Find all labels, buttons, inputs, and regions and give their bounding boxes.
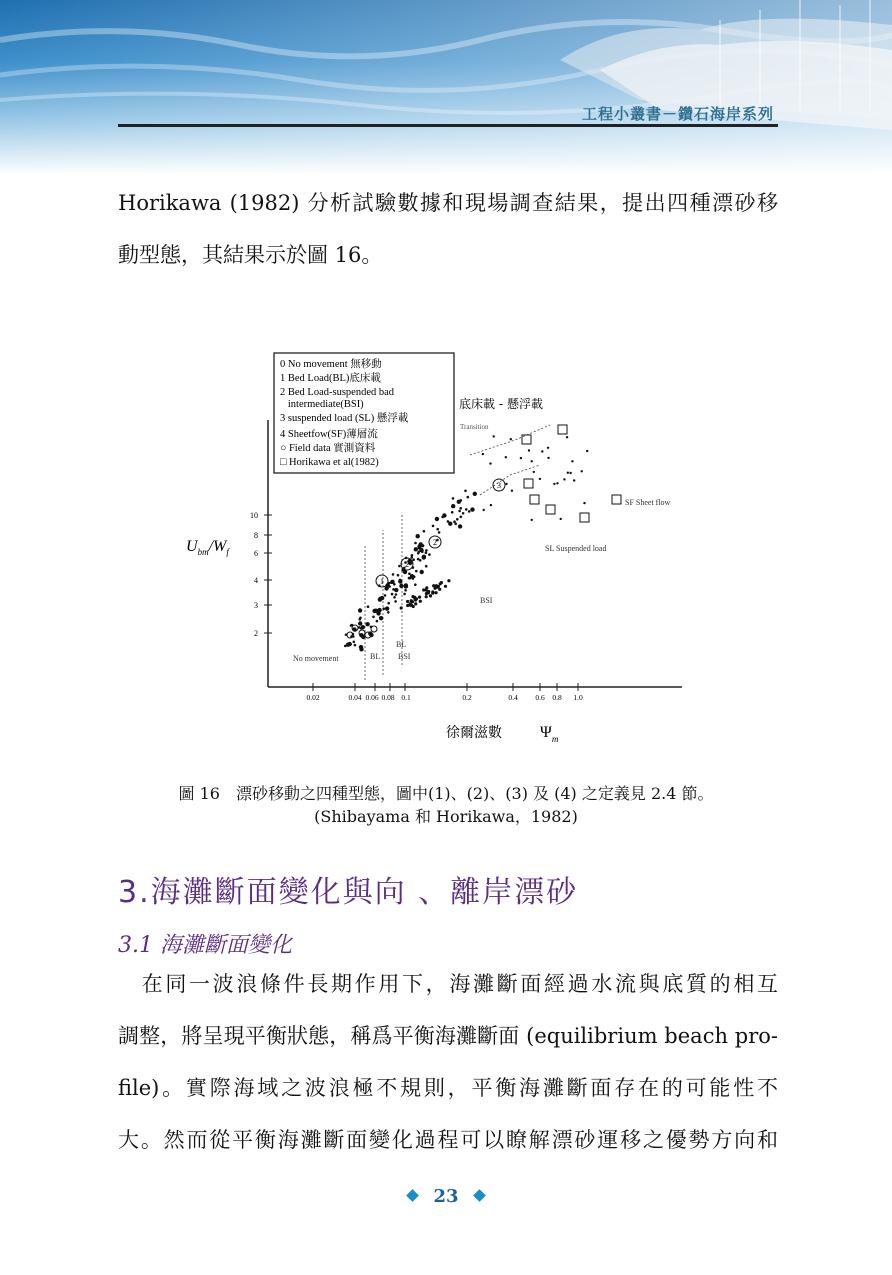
header-banner bbox=[0, 0, 892, 175]
data-point bbox=[569, 472, 571, 474]
section-title: 3.海灘斷面變化與向 、離岸漂砂 bbox=[118, 875, 579, 910]
data-point bbox=[410, 574, 414, 578]
y-tick-label: 8 bbox=[254, 531, 258, 540]
data-point bbox=[358, 608, 362, 612]
data-point bbox=[482, 453, 484, 455]
data-point bbox=[462, 512, 465, 515]
x-tick-label: 0.6 bbox=[535, 693, 545, 702]
x-tick-label: 0.04 bbox=[348, 693, 362, 702]
svg-text:3: 3 bbox=[497, 481, 501, 490]
data-point bbox=[380, 596, 384, 600]
data-point bbox=[473, 492, 477, 496]
data-point bbox=[417, 552, 420, 555]
data-point bbox=[553, 483, 555, 485]
data-point bbox=[397, 574, 400, 577]
data-point bbox=[361, 625, 365, 629]
data-point bbox=[528, 449, 530, 451]
data-point bbox=[420, 570, 424, 574]
x-tick-label: 0.06 bbox=[365, 693, 379, 702]
data-point bbox=[547, 447, 549, 449]
data-point bbox=[414, 542, 417, 545]
data-point bbox=[416, 534, 420, 538]
data-point bbox=[489, 462, 491, 464]
figure-16-plot bbox=[150, 345, 750, 755]
data-point bbox=[456, 518, 459, 521]
legend-item: ○ Field data 實測資料 bbox=[280, 443, 376, 454]
data-point bbox=[458, 524, 462, 528]
data-point bbox=[393, 596, 396, 599]
data-point bbox=[505, 456, 507, 458]
y-tick-label: 4 bbox=[254, 576, 258, 585]
data-point bbox=[436, 528, 439, 531]
legend-item: intermediate(BSI) bbox=[280, 399, 364, 410]
data-point bbox=[457, 500, 461, 504]
data-point bbox=[442, 513, 446, 517]
data-point bbox=[419, 600, 422, 603]
data-point bbox=[413, 597, 416, 600]
data-point bbox=[417, 558, 420, 561]
body-line: 大。然而從平衡海灘斷面變化過程可以瞭解漂砂運移之優勢方向和 bbox=[118, 1128, 778, 1152]
data-point bbox=[490, 504, 492, 506]
data-point bbox=[531, 519, 533, 521]
data-point bbox=[409, 604, 412, 607]
data-point bbox=[467, 496, 470, 499]
data-point bbox=[431, 592, 434, 595]
data-point bbox=[421, 551, 424, 554]
field-data-point bbox=[371, 626, 377, 632]
data-point bbox=[414, 583, 417, 586]
data-point bbox=[429, 594, 432, 597]
x-tick-label: 0.2 bbox=[462, 693, 472, 702]
data-point bbox=[435, 584, 438, 587]
y-tick-label: 3 bbox=[254, 601, 258, 610]
data-point bbox=[563, 478, 565, 480]
x-axis-label-cn: 徐爾滋數 bbox=[446, 725, 502, 741]
data-point bbox=[388, 585, 391, 588]
data-point bbox=[398, 579, 402, 583]
y-tick-label: 10 bbox=[250, 511, 258, 520]
data-point bbox=[438, 588, 441, 591]
data-point bbox=[374, 610, 377, 613]
data-point bbox=[483, 509, 485, 511]
data-point bbox=[573, 479, 575, 481]
annotation-sl: SL Suspended load bbox=[545, 544, 607, 553]
data-point bbox=[460, 516, 463, 519]
svg-text:2: 2 bbox=[433, 538, 437, 547]
data-point bbox=[394, 588, 398, 592]
data-point bbox=[425, 595, 428, 598]
data-point bbox=[422, 545, 425, 548]
data-point bbox=[387, 611, 390, 614]
data-point bbox=[428, 553, 431, 556]
body-paragraph bbox=[118, 958, 778, 1166]
data-point bbox=[404, 589, 407, 592]
data-point bbox=[511, 490, 513, 492]
data-point bbox=[358, 621, 362, 625]
data-point bbox=[393, 583, 396, 586]
data-point bbox=[382, 607, 385, 610]
header-rule bbox=[118, 124, 778, 127]
annotation-bl-2: BL bbox=[396, 640, 407, 649]
legend-item: 2 Bed Load-suspended bad bbox=[280, 387, 395, 398]
annotation-bsi: BSI bbox=[480, 596, 493, 605]
data-point bbox=[410, 556, 413, 559]
legend-item: 3 suspended load (SL) 懸浮載 bbox=[280, 413, 409, 424]
data-point bbox=[581, 470, 583, 472]
annotation-bsi-2: BSI bbox=[398, 652, 411, 661]
annotation-no-movement: No movement bbox=[293, 654, 339, 663]
data-point bbox=[392, 573, 395, 576]
data-point bbox=[395, 593, 398, 596]
svg-text:2: 2 bbox=[405, 560, 409, 569]
body-line: 調整，將呈現平衡狀態，稱爲平衡海灘斷面 (equilibrium beach pro- bbox=[118, 1024, 778, 1048]
data-point bbox=[510, 438, 512, 440]
figure-16 bbox=[150, 345, 750, 755]
data-point bbox=[547, 457, 549, 459]
y-tick-label: 6 bbox=[254, 549, 258, 558]
data-point bbox=[412, 605, 415, 608]
data-point bbox=[566, 436, 568, 438]
series-title: 工程小叢書－鑽石海岸系列 bbox=[581, 105, 774, 123]
data-point bbox=[435, 591, 438, 594]
data-point bbox=[406, 600, 409, 603]
legend-item: 1 Bed Load(BL)底床載 bbox=[280, 373, 381, 384]
x-tick-label: 0.1 bbox=[401, 693, 411, 702]
data-point bbox=[531, 460, 533, 462]
data-point bbox=[425, 549, 428, 552]
data-point bbox=[520, 457, 522, 459]
x-tick-label: 0.4 bbox=[508, 693, 518, 702]
figure-caption: 圖 16 漂砂移動之四種型態，圖中(1)、(2)、(3) 及 (4) 之定義見 2.4 節。 bbox=[178, 784, 714, 803]
subsection-title: 3.1 海灘斷面變化 bbox=[118, 933, 292, 958]
intro-line: Horikawa (1982) 分析試驗數據和現場調查結果，提出四種漂砂移 bbox=[118, 191, 778, 215]
legend-item: 0 No movement 無移動 bbox=[280, 359, 382, 370]
data-point bbox=[400, 606, 403, 609]
data-point bbox=[415, 570, 418, 573]
intro-line: 動型態，其結果示於圖 16。 bbox=[118, 243, 383, 267]
annotation-bl: BL bbox=[370, 652, 381, 661]
data-point bbox=[346, 643, 350, 647]
data-point bbox=[465, 508, 468, 511]
data-point bbox=[387, 602, 390, 605]
data-point bbox=[425, 551, 428, 554]
figure-caption-source: (Shibayama 和 Horikawa，1982) bbox=[314, 807, 578, 826]
data-point bbox=[404, 584, 408, 588]
data-point bbox=[379, 616, 383, 620]
data-point bbox=[432, 525, 435, 528]
data-point bbox=[408, 572, 411, 575]
data-point bbox=[470, 507, 474, 511]
legend-item: □ Horikawa et al(1982) bbox=[280, 457, 379, 468]
diamond-icon bbox=[407, 1189, 420, 1202]
x-tick-label: 0.8 bbox=[552, 693, 562, 702]
data-point bbox=[556, 482, 558, 484]
annotation-transition: 底床載 - 懸浮載 bbox=[459, 397, 543, 411]
y-tick-label: 2 bbox=[254, 629, 258, 638]
data-point bbox=[583, 502, 585, 504]
diamond-icon bbox=[473, 1189, 486, 1202]
data-point bbox=[567, 472, 569, 474]
x-tick-label: 1.0 bbox=[573, 693, 583, 702]
intro-paragraph bbox=[118, 177, 778, 281]
x-tick-label: 0.02 bbox=[306, 693, 320, 702]
legend-item: 4 Sheetfow(SF)薄層流 bbox=[280, 429, 378, 440]
annotation-transition-en: Transition bbox=[460, 423, 489, 431]
data-point bbox=[452, 497, 455, 500]
data-point bbox=[390, 581, 393, 584]
data-point bbox=[464, 490, 467, 493]
data-point bbox=[414, 602, 417, 605]
data-point bbox=[384, 594, 387, 597]
data-point bbox=[354, 644, 357, 647]
data-point bbox=[560, 518, 562, 520]
annotation-sf: SF Sheet flow bbox=[625, 498, 671, 507]
y-axis-label: $U_{bm}/W_f$ bbox=[186, 538, 229, 557]
data-point bbox=[403, 593, 406, 596]
data-point bbox=[423, 530, 426, 533]
data-point bbox=[367, 605, 370, 608]
body-line: file)。實際海域之波浪極不規則，平衡海灘斷面存在的可能性不 bbox=[118, 1076, 778, 1100]
data-point bbox=[412, 558, 415, 561]
data-point bbox=[447, 579, 450, 582]
data-point bbox=[359, 617, 362, 620]
data-point bbox=[398, 565, 401, 568]
data-point bbox=[435, 517, 439, 521]
data-point bbox=[411, 600, 414, 603]
data-point bbox=[422, 588, 425, 591]
svg-text:1: 1 bbox=[380, 577, 384, 586]
data-point bbox=[353, 641, 356, 644]
data-point bbox=[586, 450, 588, 452]
data-point bbox=[541, 450, 543, 452]
data-point bbox=[505, 483, 507, 485]
data-point bbox=[376, 620, 379, 623]
data-point bbox=[533, 471, 535, 473]
data-point bbox=[425, 565, 428, 568]
data-point bbox=[458, 510, 461, 513]
data-point bbox=[493, 435, 495, 437]
data-point bbox=[418, 596, 421, 599]
data-point bbox=[422, 555, 426, 559]
data-point bbox=[372, 616, 375, 619]
data-point bbox=[459, 507, 462, 510]
data-point bbox=[451, 504, 455, 508]
data-point bbox=[408, 577, 411, 580]
data-point bbox=[414, 547, 418, 551]
data-point bbox=[571, 460, 573, 462]
x-tick-label: 0.08 bbox=[381, 693, 395, 702]
x-axis-label-symbol: $\Psi_m$ bbox=[540, 724, 559, 744]
data-point bbox=[385, 606, 389, 610]
data-point bbox=[394, 600, 397, 603]
data-point bbox=[391, 593, 394, 596]
page-number: 23 bbox=[433, 1186, 459, 1207]
data-point bbox=[454, 523, 457, 526]
data-point bbox=[439, 582, 442, 585]
data-point bbox=[451, 511, 454, 514]
data-point bbox=[468, 510, 471, 513]
data-point bbox=[444, 585, 447, 588]
data-point bbox=[438, 531, 441, 534]
data-point bbox=[447, 520, 450, 523]
data-point bbox=[427, 590, 430, 593]
data-point bbox=[399, 584, 403, 588]
data-point bbox=[365, 622, 369, 626]
page-footer bbox=[0, 1186, 892, 1207]
data-point bbox=[539, 478, 541, 480]
body-line: 在同一波浪條件長期作用下，海灘斷面經過水流與底質的相互 bbox=[118, 972, 778, 996]
data-point bbox=[376, 611, 380, 615]
ocean-banner-image bbox=[0, 0, 892, 175]
data-point bbox=[359, 647, 363, 651]
